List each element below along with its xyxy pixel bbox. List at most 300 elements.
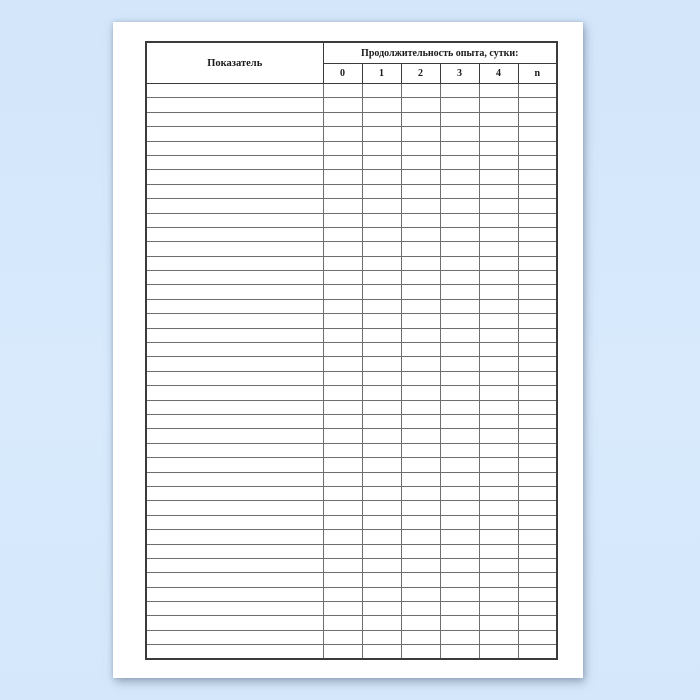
value-cell <box>440 544 479 558</box>
value-cell <box>518 127 557 141</box>
value-cell <box>401 184 440 198</box>
value-cell <box>479 98 518 112</box>
value-cell <box>518 199 557 213</box>
value-cell <box>440 285 479 299</box>
value-cell <box>440 155 479 169</box>
value-cell <box>401 630 440 644</box>
value-cell <box>440 414 479 428</box>
indicator-cell <box>146 573 323 587</box>
value-cell <box>401 155 440 169</box>
day-header-cell-0: 0 <box>323 64 362 84</box>
value-cell <box>479 371 518 385</box>
table-row <box>146 386 557 400</box>
value-cell <box>518 573 557 587</box>
table-row <box>146 141 557 155</box>
value-cell <box>362 472 401 486</box>
value-cell <box>401 530 440 544</box>
value-cell <box>401 343 440 357</box>
indicator-cell <box>146 501 323 515</box>
value-cell <box>479 630 518 644</box>
value-cell <box>323 530 362 544</box>
value-cell <box>401 544 440 558</box>
value-cell <box>518 558 557 572</box>
value-cell <box>440 558 479 572</box>
day-header-cell-1: 1 <box>362 64 401 84</box>
value-cell <box>323 328 362 342</box>
value-cell <box>362 84 401 98</box>
value-cell <box>440 429 479 443</box>
value-cell <box>440 515 479 529</box>
value-cell <box>362 98 401 112</box>
value-cell <box>440 170 479 184</box>
value-cell <box>323 256 362 270</box>
table-row <box>146 199 557 213</box>
table-row <box>146 170 557 184</box>
table-row <box>146 155 557 169</box>
value-cell <box>362 285 401 299</box>
indicator-cell <box>146 486 323 500</box>
value-cell <box>440 386 479 400</box>
value-cell <box>323 544 362 558</box>
value-cell <box>440 299 479 313</box>
value-cell <box>323 213 362 227</box>
value-cell <box>401 616 440 630</box>
value-cell <box>479 472 518 486</box>
value-cell <box>323 386 362 400</box>
table-row <box>146 544 557 558</box>
indicator-cell <box>146 371 323 385</box>
value-cell <box>440 213 479 227</box>
value-cell <box>362 501 401 515</box>
value-cell <box>440 458 479 472</box>
value-cell <box>401 271 440 285</box>
value-cell <box>440 227 479 241</box>
table-row <box>146 371 557 385</box>
value-cell <box>323 486 362 500</box>
value-cell <box>518 328 557 342</box>
value-cell <box>362 515 401 529</box>
value-cell <box>479 213 518 227</box>
value-cell <box>479 530 518 544</box>
value-cell <box>362 630 401 644</box>
value-cell <box>401 213 440 227</box>
table-body <box>146 84 557 660</box>
value-cell <box>362 242 401 256</box>
value-cell <box>362 400 401 414</box>
value-cell <box>518 544 557 558</box>
value-cell <box>479 645 518 659</box>
indicator-cell <box>146 213 323 227</box>
table-row <box>146 458 557 472</box>
value-cell <box>401 227 440 241</box>
value-cell <box>479 429 518 443</box>
table-row <box>146 515 557 529</box>
value-cell <box>401 645 440 659</box>
table-row <box>146 414 557 428</box>
table-row <box>146 271 557 285</box>
value-cell <box>518 184 557 198</box>
table-row <box>146 616 557 630</box>
indicator-cell <box>146 414 323 428</box>
table-row <box>146 429 557 443</box>
value-cell <box>362 616 401 630</box>
table-row <box>146 573 557 587</box>
value-cell <box>518 112 557 126</box>
value-cell <box>323 155 362 169</box>
value-cell <box>479 127 518 141</box>
value-cell <box>401 98 440 112</box>
value-cell <box>362 112 401 126</box>
value-cell <box>479 227 518 241</box>
value-cell <box>323 98 362 112</box>
value-cell <box>518 630 557 644</box>
value-cell <box>323 112 362 126</box>
value-cell <box>518 386 557 400</box>
value-cell <box>362 155 401 169</box>
value-cell <box>401 170 440 184</box>
table-row <box>146 184 557 198</box>
table-row <box>146 314 557 328</box>
value-cell <box>518 357 557 371</box>
value-cell <box>323 443 362 457</box>
indicator-cell <box>146 299 323 313</box>
value-cell <box>401 501 440 515</box>
value-cell <box>362 573 401 587</box>
value-cell <box>401 602 440 616</box>
table-row <box>146 400 557 414</box>
table-row <box>146 242 557 256</box>
value-cell <box>440 371 479 385</box>
value-cell <box>401 458 440 472</box>
value-cell <box>479 112 518 126</box>
value-cell <box>440 602 479 616</box>
value-cell <box>362 227 401 241</box>
value-cell <box>362 429 401 443</box>
indicator-cell <box>146 314 323 328</box>
value-cell <box>323 84 362 98</box>
value-cell <box>323 472 362 486</box>
experiment-form-table <box>145 41 558 660</box>
value-cell <box>362 458 401 472</box>
value-cell <box>440 343 479 357</box>
value-cell <box>518 227 557 241</box>
value-cell <box>323 343 362 357</box>
value-cell <box>440 242 479 256</box>
value-cell <box>440 573 479 587</box>
value-cell <box>323 515 362 529</box>
value-cell <box>440 587 479 601</box>
value-cell <box>323 170 362 184</box>
value-cell <box>401 386 440 400</box>
value-cell <box>479 199 518 213</box>
indicator-cell <box>146 155 323 169</box>
indicator-cell <box>146 645 323 659</box>
table-row <box>146 558 557 572</box>
indicator-cell <box>146 472 323 486</box>
value-cell <box>518 343 557 357</box>
indicator-cell <box>146 458 323 472</box>
value-cell <box>323 141 362 155</box>
table-row <box>146 112 557 126</box>
value-cell <box>518 443 557 457</box>
table-row <box>146 127 557 141</box>
table-row <box>146 645 557 659</box>
value-cell <box>479 357 518 371</box>
value-cell <box>518 170 557 184</box>
value-cell <box>479 400 518 414</box>
value-cell <box>323 645 362 659</box>
value-cell <box>479 141 518 155</box>
value-cell <box>440 501 479 515</box>
value-cell <box>479 587 518 601</box>
indicator-cell <box>146 271 323 285</box>
table-row <box>146 501 557 515</box>
day-header-cell-4: 4 <box>479 64 518 84</box>
value-cell <box>518 314 557 328</box>
table-row <box>146 299 557 313</box>
value-cell <box>518 501 557 515</box>
table-row <box>146 213 557 227</box>
value-cell <box>479 343 518 357</box>
value-cell <box>323 573 362 587</box>
value-cell <box>362 256 401 270</box>
value-cell <box>401 443 440 457</box>
value-cell <box>362 199 401 213</box>
value-cell <box>362 602 401 616</box>
value-cell <box>323 127 362 141</box>
value-cell <box>362 343 401 357</box>
value-cell <box>440 84 479 98</box>
value-cell <box>479 328 518 342</box>
value-cell <box>362 328 401 342</box>
value-cell <box>323 602 362 616</box>
value-cell <box>518 299 557 313</box>
value-cell <box>518 141 557 155</box>
value-cell <box>362 371 401 385</box>
value-cell <box>440 530 479 544</box>
value-cell <box>479 501 518 515</box>
value-cell <box>401 314 440 328</box>
indicator-cell <box>146 227 323 241</box>
indicator-cell <box>146 199 323 213</box>
table-row <box>146 602 557 616</box>
value-cell <box>362 213 401 227</box>
value-cell <box>401 472 440 486</box>
value-cell <box>479 616 518 630</box>
table-row <box>146 587 557 601</box>
value-cell <box>440 645 479 659</box>
value-cell <box>479 155 518 169</box>
value-cell <box>323 501 362 515</box>
value-cell <box>401 558 440 572</box>
value-cell <box>362 530 401 544</box>
indicator-cell <box>146 530 323 544</box>
value-cell <box>518 602 557 616</box>
table-header-row-1 <box>146 42 557 64</box>
value-cell <box>440 400 479 414</box>
value-cell <box>323 227 362 241</box>
duration-column-group-header: Продолжительность опыта, сутки: <box>323 42 557 64</box>
day-header-cell-3: 3 <box>440 64 479 84</box>
table-row <box>146 227 557 241</box>
table-row <box>146 343 557 357</box>
value-cell <box>518 84 557 98</box>
value-cell <box>401 414 440 428</box>
value-cell <box>362 486 401 500</box>
table-row <box>146 443 557 457</box>
value-cell <box>479 271 518 285</box>
indicator-cell <box>146 616 323 630</box>
indicator-cell <box>146 256 323 270</box>
value-cell <box>479 184 518 198</box>
value-cell <box>362 299 401 313</box>
value-cell <box>401 256 440 270</box>
value-cell <box>401 328 440 342</box>
value-cell <box>479 414 518 428</box>
value-cell <box>362 141 401 155</box>
indicator-cell <box>146 127 323 141</box>
value-cell <box>440 443 479 457</box>
value-cell <box>479 573 518 587</box>
value-cell <box>440 328 479 342</box>
indicator-cell <box>146 170 323 184</box>
value-cell <box>401 84 440 98</box>
table-row <box>146 472 557 486</box>
value-cell <box>479 458 518 472</box>
indicator-cell <box>146 141 323 155</box>
value-cell <box>401 486 440 500</box>
value-cell <box>362 127 401 141</box>
indicator-cell <box>146 602 323 616</box>
value-cell <box>518 400 557 414</box>
value-cell <box>440 271 479 285</box>
indicator-cell <box>146 285 323 299</box>
value-cell <box>401 573 440 587</box>
indicator-cell <box>146 544 323 558</box>
table-header <box>146 42 557 84</box>
value-cell <box>401 199 440 213</box>
indicator-cell <box>146 400 323 414</box>
value-cell <box>479 242 518 256</box>
value-cell <box>440 141 479 155</box>
value-cell <box>323 587 362 601</box>
value-cell <box>518 530 557 544</box>
indicator-cell <box>146 587 323 601</box>
value-cell <box>440 199 479 213</box>
value-cell <box>518 371 557 385</box>
value-cell <box>362 544 401 558</box>
table-row <box>146 328 557 342</box>
value-cell <box>323 616 362 630</box>
value-cell <box>401 371 440 385</box>
value-cell <box>518 458 557 472</box>
value-cell <box>323 242 362 256</box>
value-cell <box>362 386 401 400</box>
value-cell <box>479 299 518 313</box>
value-cell <box>518 429 557 443</box>
table-row <box>146 98 557 112</box>
value-cell <box>479 602 518 616</box>
indicator-cell <box>146 184 323 198</box>
value-cell <box>323 357 362 371</box>
value-cell <box>479 285 518 299</box>
value-cell <box>479 314 518 328</box>
value-cell <box>362 443 401 457</box>
indicator-column-header: Показатель <box>146 42 323 84</box>
value-cell <box>323 314 362 328</box>
value-cell <box>518 616 557 630</box>
document-page <box>113 22 583 678</box>
table-row <box>146 630 557 644</box>
value-cell <box>518 213 557 227</box>
value-cell <box>323 371 362 385</box>
value-cell <box>440 127 479 141</box>
value-cell <box>401 242 440 256</box>
indicator-cell <box>146 443 323 457</box>
value-cell <box>401 299 440 313</box>
value-cell <box>401 127 440 141</box>
indicator-cell <box>146 84 323 98</box>
value-cell <box>401 515 440 529</box>
value-cell <box>440 630 479 644</box>
value-cell <box>401 587 440 601</box>
indicator-cell <box>146 242 323 256</box>
value-cell <box>440 98 479 112</box>
value-cell <box>479 515 518 529</box>
value-cell <box>518 155 557 169</box>
value-cell <box>323 630 362 644</box>
value-cell <box>518 486 557 500</box>
value-cell <box>518 271 557 285</box>
value-cell <box>479 544 518 558</box>
value-cell <box>440 472 479 486</box>
value-cell <box>362 558 401 572</box>
value-cell <box>518 515 557 529</box>
value-cell <box>518 472 557 486</box>
value-cell <box>401 357 440 371</box>
value-cell <box>362 414 401 428</box>
value-cell <box>362 184 401 198</box>
value-cell <box>440 256 479 270</box>
value-cell <box>518 98 557 112</box>
value-cell <box>401 112 440 126</box>
value-cell <box>440 357 479 371</box>
indicator-cell <box>146 386 323 400</box>
table-row <box>146 256 557 270</box>
value-cell <box>323 458 362 472</box>
indicator-cell <box>146 558 323 572</box>
value-cell <box>323 558 362 572</box>
value-cell <box>518 242 557 256</box>
value-cell <box>518 285 557 299</box>
value-cell <box>440 616 479 630</box>
value-cell <box>479 486 518 500</box>
table-row <box>146 486 557 500</box>
indicator-cell <box>146 357 323 371</box>
value-cell <box>479 558 518 572</box>
value-cell <box>518 414 557 428</box>
value-cell <box>362 587 401 601</box>
value-cell <box>440 184 479 198</box>
table-row <box>146 84 557 98</box>
value-cell <box>518 256 557 270</box>
value-cell <box>401 429 440 443</box>
indicator-cell <box>146 515 323 529</box>
value-cell <box>440 112 479 126</box>
value-cell <box>323 184 362 198</box>
value-cell <box>401 141 440 155</box>
value-cell <box>362 357 401 371</box>
